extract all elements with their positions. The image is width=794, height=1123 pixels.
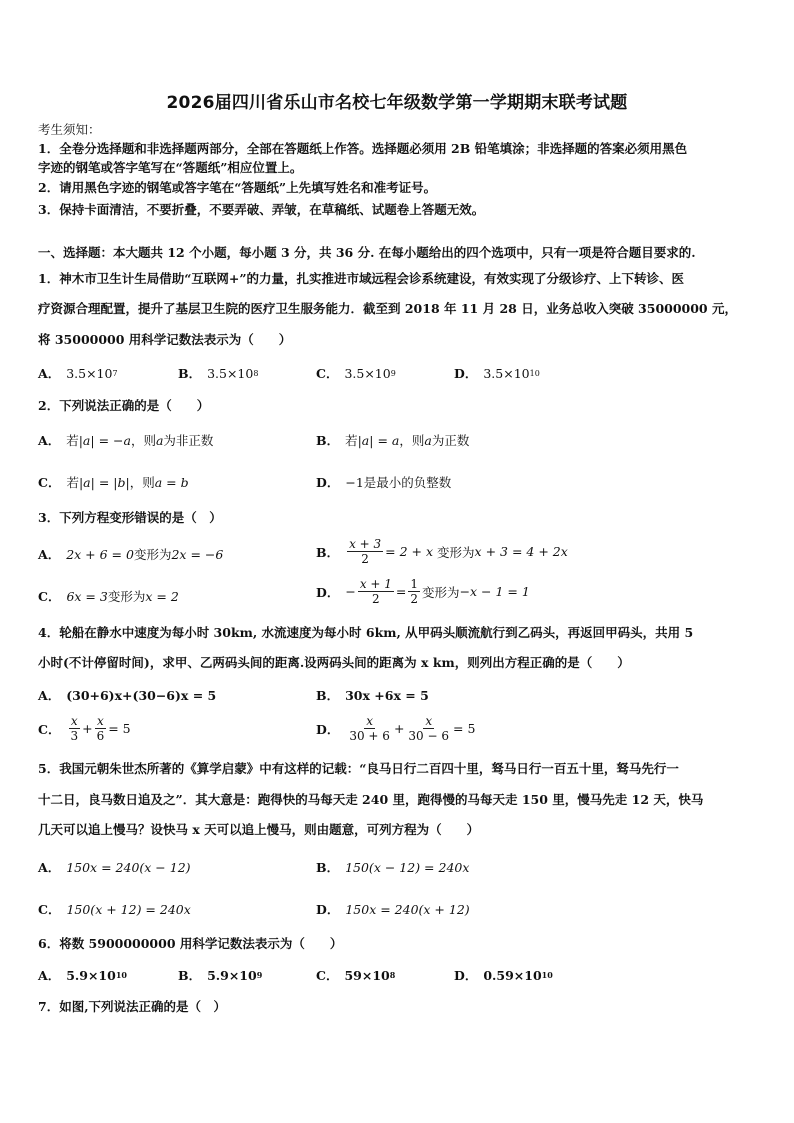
option-label: A． bbox=[38, 547, 61, 562]
option-label: C． bbox=[316, 968, 339, 983]
q2-option-d: D． −1是最小的负整数 bbox=[316, 475, 452, 490]
question-2-stem: 2．下列说法正确的是（ ） bbox=[38, 398, 210, 413]
q1-option-b bbox=[178, 364, 258, 382]
q5-option-c: C． 150(x + 12) = 240x bbox=[38, 901, 191, 917]
option-label: D． bbox=[316, 721, 340, 737]
option-label: D． bbox=[454, 968, 478, 983]
option-label: C． bbox=[38, 721, 61, 737]
question-1-line: 将 35000000 用科学记数法表示为（ ） bbox=[38, 332, 292, 347]
q1-option-a bbox=[38, 364, 118, 382]
option-label: D． bbox=[316, 475, 340, 490]
q5-option-d: D． 150x = 240(x + 12) bbox=[316, 901, 470, 917]
q3-option-d: D． − $\frac{x + 1}{2}$ = $\frac{1}{2}$ 变形为 −x − 1 = 1 bbox=[316, 577, 530, 606]
option-label: B． bbox=[316, 688, 340, 703]
notice-item: 3．保持卡面清洁，不要折叠，不要弄破、弄皱，在草稿纸、试题卷上答题无效。 bbox=[38, 202, 485, 217]
question-4-line: 4．轮船在静水中速度为每小时 30km, 水流速度为每小时 6km, 从甲码头顺流航行到乙码头，再返回甲码头，共用 5 bbox=[38, 625, 694, 640]
option-exponent: 9 bbox=[390, 368, 396, 378]
notice-item: 字迹的钢笔或答字笔写在“答题纸”相应位置上。 bbox=[38, 160, 303, 175]
q4-option-b: B． 30x +6x = 5 bbox=[316, 687, 429, 703]
q4-option-d: D． $\frac{x}{30 + 6}$ + $\frac{x}{30 - 6}$ = 5 bbox=[316, 714, 476, 743]
option-label: C． bbox=[38, 589, 61, 604]
question-1-line: 疗资源合理配置，提升了基层卫生院的医疗卫生服务能力．截至到 2018 年 11 月 28 日，业务总收入突破 35000000 元， bbox=[38, 301, 737, 316]
question-5-line: 5．我国元朝朱世杰所著的《算学启蒙》中有这样的记载：“良马日行二百四十里，驽马日行一百五十里，驽马先行一 bbox=[38, 761, 679, 776]
q3-option-b: B． $\frac{x + 3}{2}$ = 2 + x 变形为 x + 3 = 4 + 2x bbox=[316, 537, 568, 566]
question-7-stem: 7．如图,下列说法正确的是（ ） bbox=[38, 999, 227, 1014]
q4-option-a: A． (30+6)x+(30−6)x = 5 bbox=[38, 687, 217, 703]
question-6-stem: 6．将数 5900000000 用科学记数法表示为（ ） bbox=[38, 936, 343, 951]
notice-item: 1．全卷分选择题和非选择题两部分，全部在答题纸上作答。选择题必须用 2B 铅笔填涂；非选择题的答案必须用黑色 bbox=[38, 141, 688, 156]
q2-option-a: A． 若 |a| = −a ，则 a 为非正数 bbox=[38, 432, 214, 448]
q4-option-c: C． $\frac{x}{3}$ + $\frac{x}{6}$ = 5 bbox=[38, 714, 131, 743]
q1-option-d bbox=[454, 364, 540, 382]
q6-option-a: A． 5.9×10 10 bbox=[38, 967, 127, 983]
question-3-stem: 3．下列方程变形错误的是（ ） bbox=[38, 510, 222, 525]
q5-option-b: B． 150(x − 12) = 240x bbox=[316, 859, 470, 875]
option-exponent: 10 bbox=[529, 368, 540, 378]
q6-option-b: B． 5.9×10 9 bbox=[178, 967, 263, 983]
option-label: A． bbox=[38, 968, 61, 983]
question-1-line: 1．神木市卫生计生局借助“互联网+”的力量，扎实推进市域远程会诊系统建设，有效实现了分级诊疗、上下转诊、医 bbox=[38, 271, 685, 286]
option-label: B． bbox=[316, 860, 340, 875]
option-label: A． bbox=[38, 433, 61, 448]
section-heading: 一、选择题：本大题共 12 个小题，每小题 3 分，共 36 分. 在每小题给出的四个选项中，只有一项是符合题目要求的. bbox=[38, 245, 696, 260]
q6-option-c: C． 59×10 8 bbox=[316, 967, 396, 983]
q6-option-d: D． 0.59×10 10 bbox=[454, 967, 553, 983]
notice-heading: 考生须知： bbox=[38, 122, 101, 137]
option-label: C． bbox=[38, 475, 61, 490]
q5-option-a: A． 150x = 240(x − 12) bbox=[38, 859, 191, 875]
option-label: D． bbox=[454, 366, 478, 381]
option-label: A． bbox=[38, 860, 61, 875]
option-value: 3.5×10 bbox=[207, 365, 254, 381]
notice-item: 2．请用黑色字迹的钢笔或答字笔在“答题纸”上先填写姓名和准考证号。 bbox=[38, 180, 437, 195]
q2-option-c: C． 若 |a| = |b| ，则 a = b bbox=[38, 474, 189, 490]
question-5-line: 十二日，良马数日追及之”．其大意是：跑得快的马每天走 240 里，跑得慢的马每天走 150 里，慢马先走 12 天，快马 bbox=[38, 792, 704, 807]
option-label: B． bbox=[316, 433, 340, 448]
question-4-line: 小时(不计停留时间)，求甲、乙两码头间的距离.设两码头间的距离为 x km，则列出方程正确的是（ ） bbox=[38, 655, 630, 670]
q2-option-b: B． 若 |a| = a ，则 a 为正数 bbox=[316, 432, 470, 448]
option-value: 3.5×10 bbox=[483, 365, 530, 381]
question-5-line: 几天可以追上慢马？设快马 x 天可以追上慢马，则由题意，可列方程为（ ） bbox=[38, 822, 480, 837]
option-label: D． bbox=[316, 584, 340, 600]
option-label: C． bbox=[38, 902, 61, 917]
option-value: 3.5×10 bbox=[344, 365, 391, 381]
q3-option-c: C． 6x = 3 变形为 x = 2 bbox=[38, 588, 179, 604]
option-label: A． bbox=[38, 366, 61, 381]
option-label: A． bbox=[38, 688, 61, 703]
option-value: 3.5×10 bbox=[66, 365, 113, 381]
option-label: B． bbox=[178, 366, 202, 381]
option-label: C． bbox=[316, 366, 339, 381]
option-label: D． bbox=[316, 902, 340, 917]
page-title: 2026届四川省乐山市名校七年级数学第一学期期末联考试题 bbox=[166, 93, 628, 113]
option-exponent: 7 bbox=[112, 368, 118, 378]
option-label: B． bbox=[316, 544, 340, 560]
option-exponent: 8 bbox=[253, 368, 259, 378]
option-label: B． bbox=[178, 968, 202, 983]
q1-option-c bbox=[316, 364, 396, 382]
q3-option-a: A． 2x + 6 = 0 变形为 2x = −6 bbox=[38, 546, 224, 562]
